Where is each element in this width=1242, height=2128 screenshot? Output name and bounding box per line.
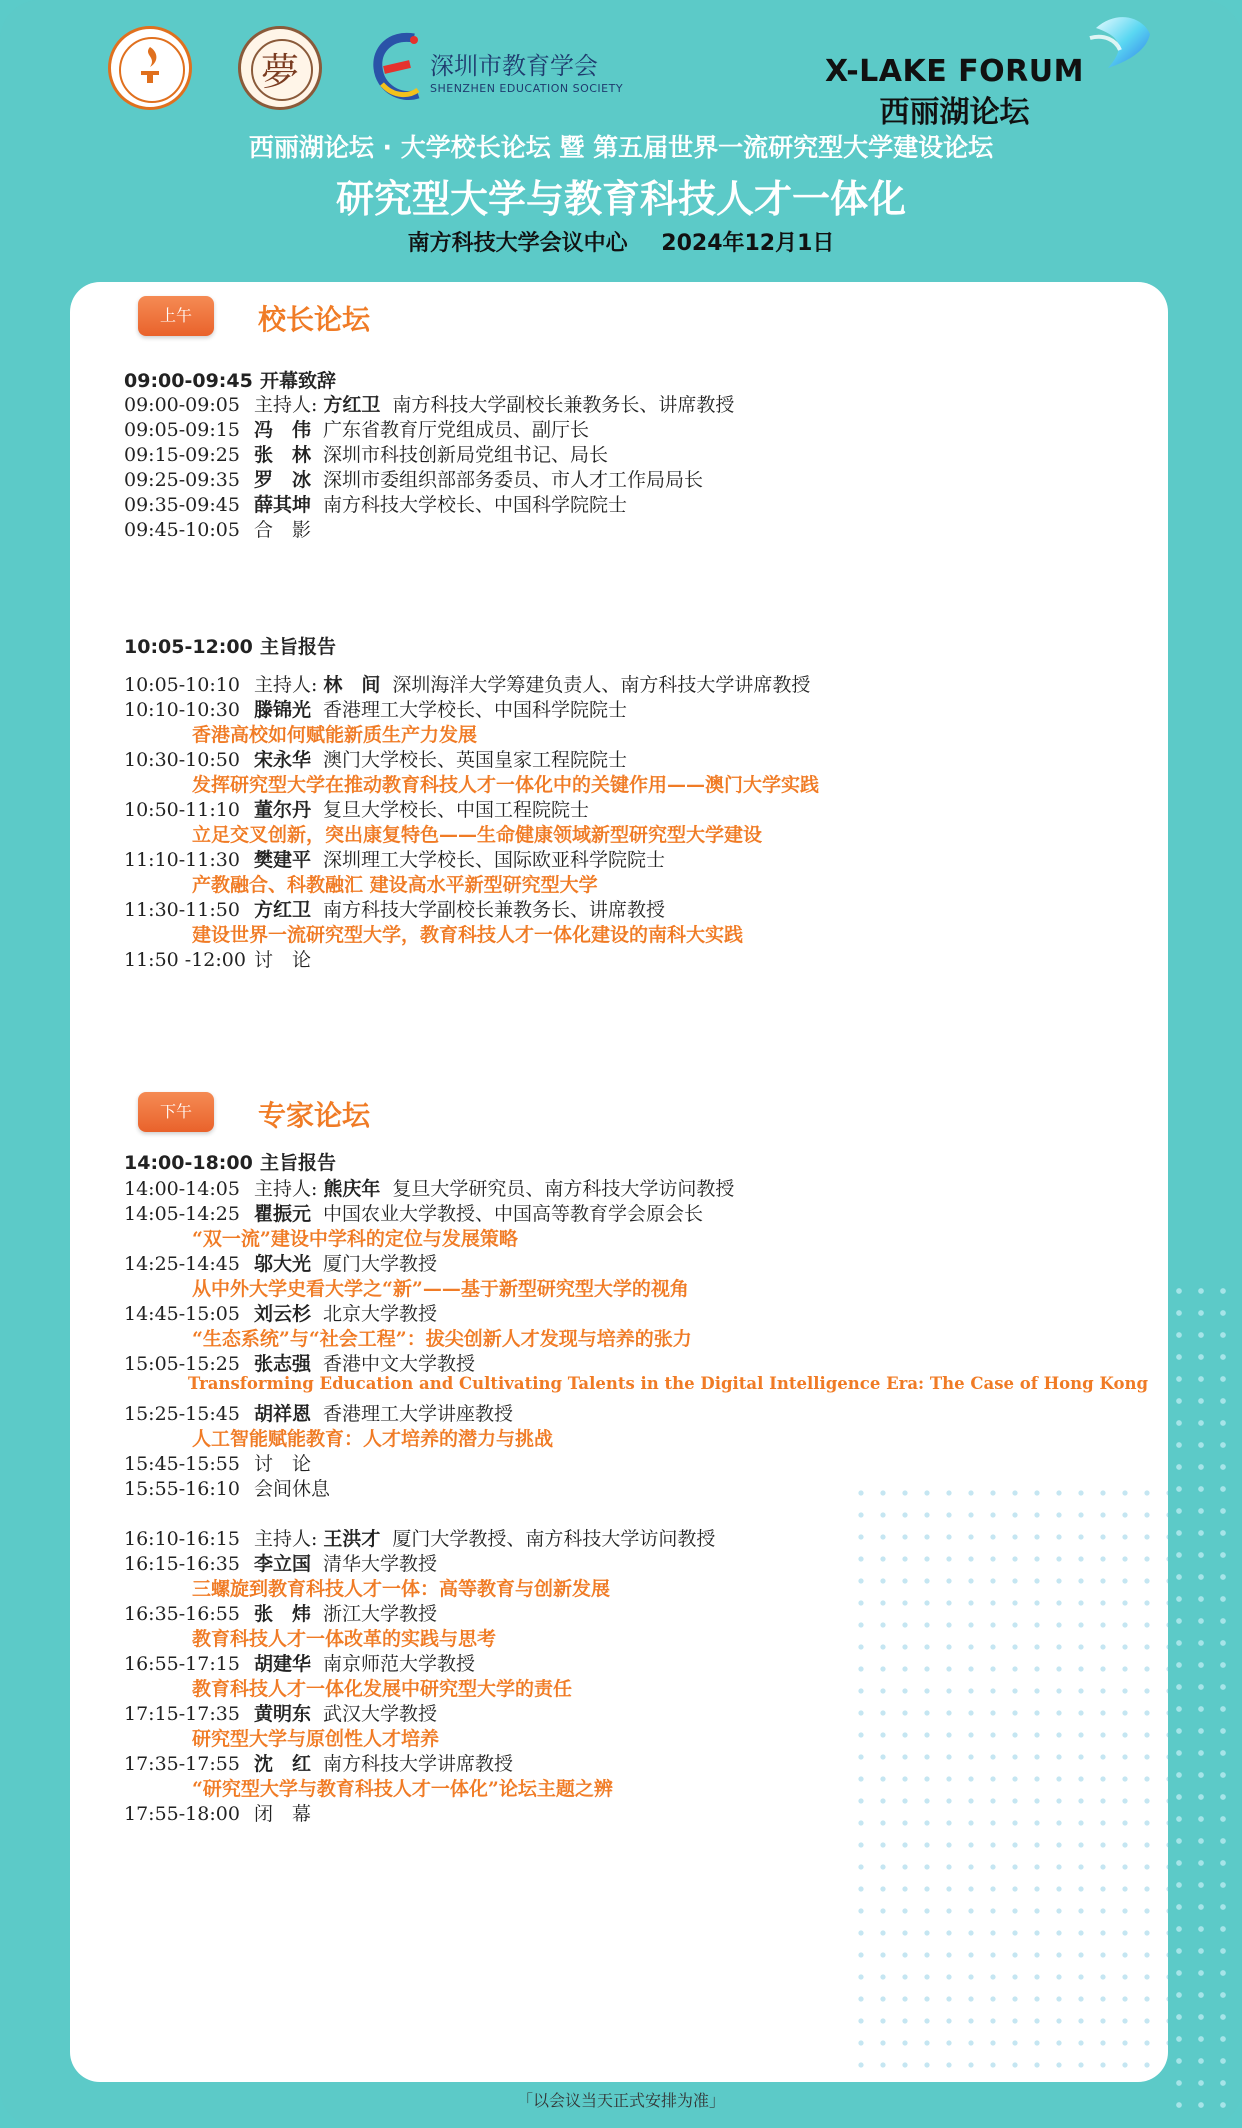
footer-note: 「以会议当天正式安排为准」 [516,2091,725,2110]
host-label: 主持人: [254,394,318,416]
agenda-item: 会间休息 [254,1478,331,1500]
morning-session-title: 校长论坛 [258,303,371,336]
agenda-block-header: 14:00-18:00 主旨报告 [124,1152,337,1174]
talk-topic: 从中外大学史看大学之“新”——基于新型研究型大学的视角 [192,1278,689,1300]
speaker-title: 深圳市科技创新局党组书记、局长 [323,444,609,466]
agenda-time: 16:10-16:15 [124,1528,240,1550]
talk-topic: 香港高校如何赋能新质生产力发展 [192,724,478,746]
agenda-item: 闭 幕 [254,1803,312,1825]
agenda-time: 09:00-09:05 [124,394,240,416]
university-seal-logo [238,26,322,110]
agenda-time: 09:35-09:45 [124,494,240,516]
speaker-name: 董尔丹 [254,799,312,821]
decorative-dots-right [1168,1280,1238,2120]
speaker-title: 复旦大学研究员、南方科技大学访问教授 [392,1178,735,1200]
speaker-name: 薛其坤 [254,494,312,516]
speaker-name: 冯 伟 [254,419,312,441]
speaker-title: 南方科技大学讲席教授 [323,1753,514,1775]
agenda-time: 15:55-16:10 [124,1478,240,1500]
speaker-title: 中国农业大学教授、中国高等教育学会原会长 [323,1203,704,1225]
speaker-title: 清华大学教授 [323,1553,438,1575]
talk-topic: 发挥研究型大学在推动教育科技人才一体化中的关键作用——澳门大学实践 [192,774,820,796]
speaker-name: 滕锦光 [254,699,312,721]
forum-name-en: X-LAKE FORUM [825,54,1084,89]
speaker-title: 厦门大学教授 [323,1253,438,1275]
agenda-time: 17:35-17:55 [124,1753,240,1775]
speaker-name: 张 炜 [254,1603,312,1625]
agenda-block-header: 10:05-12:00 主旨报告 [124,636,337,658]
speaker-name: 张志强 [254,1353,312,1375]
speaker-name: 罗 冰 [254,469,312,491]
speaker-title: 深圳海洋大学筹建负责人、南方科技大学讲席教授 [392,674,811,696]
agenda-time: 16:35-16:55 [124,1603,240,1625]
speaker-name: 方红卫 [323,394,381,416]
agenda-time: 15:25-15:45 [124,1403,240,1425]
agenda-time: 09:15-09:25 [124,444,240,466]
speaker-title: 香港理工大学校长、中国科学院院士 [323,699,628,721]
morning-badge: 上午 [138,296,214,336]
speaker-name: 方红卫 [254,899,312,921]
talk-topic: “研究型大学与教育科技人才一体化”论坛主题之辨 [192,1778,613,1800]
agenda-row [124,1799,311,1829]
agenda-time: 11:50 -12:00 [124,949,246,971]
speaker-title: 南方科技大学副校长兼教务长、讲席教授 [323,899,666,921]
torch-icon [133,45,167,85]
speaker-title: 香港理工大学讲座教授 [323,1403,514,1425]
agenda-time: 09:45-10:05 [124,519,240,541]
talk-topic: “生态系统”与“社会工程”：拔尖创新人才发现与培养的张力 [192,1328,692,1350]
host-label: 主持人: [254,1178,318,1200]
event-meta [0,226,1242,257]
agenda-time: 16:55-17:15 [124,1653,240,1675]
speaker-name: 宋永华 [254,749,312,771]
talk-topic: 教育科技人才一体化发展中研究型大学的责任 [192,1678,573,1700]
agenda-time: 17:55-18:00 [124,1803,240,1825]
agenda-time: 15:05-15:25 [124,1353,240,1375]
agenda-time: 14:00-14:05 [124,1178,240,1200]
agenda-row [124,945,311,975]
speaker-title: 深圳理工大学校长、国际欧亚科学院院士 [323,849,666,871]
agenda-time: 11:10-11:30 [124,849,240,871]
speaker-name: 林 间 [323,674,381,696]
speaker-name: 瞿振元 [254,1203,312,1225]
talk-topic: 人工智能赋能教育：人才培养的潜力与挑战 [192,1428,554,1450]
speaker-name: 黄明东 [254,1703,312,1725]
society-name-en: SHENZHEN EDUCATION SOCIETY [430,82,624,95]
society-name-zh: 深圳市教育学会 [430,52,598,80]
speaker-name: 胡祥恩 [254,1403,312,1425]
agenda-item: 讨 论 [254,1453,312,1475]
talk-topic: Transforming Education and Cultivating Talents in the Digital Intelligence Era: The Case of Hong Kong [188,1374,1148,1393]
decorative-dots [850,1482,1168,2082]
host-label: 主持人: [254,674,318,696]
agenda-panel [70,282,1168,2082]
agenda-time: 14:45-15:05 [124,1303,240,1325]
agenda-item: 讨 论 [254,949,312,971]
talk-topic: 研究型大学与原创性人才培养 [192,1728,440,1750]
speaker-name: 熊庆年 [323,1178,381,1200]
agenda-time: 17:15-17:35 [124,1703,240,1725]
event-subtitle: 西丽湖论坛 · 大学校长论坛 暨 第五届世界一流研究型大学建设论坛 [248,133,994,162]
agenda-time: 10:10-10:30 [124,699,240,721]
speaker-title: 北京大学教授 [323,1303,438,1325]
speaker-name: 王洪才 [323,1528,381,1550]
speaker-name: 樊建平 [254,849,312,871]
agenda-time: 14:25-14:45 [124,1253,240,1275]
talk-topic: 教育科技人才一体改革的实践与思考 [192,1628,497,1650]
speaker-title: 南方科技大学校长、中国科学院院士 [323,494,628,516]
speaker-title: 澳门大学校长、英国皇家工程院院士 [323,749,628,771]
speaker-title: 香港中文大学教授 [323,1353,476,1375]
agenda-time: 14:05-14:25 [124,1203,240,1225]
agenda-time: 10:30-10:50 [124,749,240,771]
speaker-name: 刘云杉 [254,1303,312,1325]
speaker-title: 复旦大学校长、中国工程院院士 [323,799,590,821]
agenda-time: 11:30-11:50 [124,899,240,921]
afternoon-badge: 下午 [138,1092,214,1132]
speaker-name: 李立国 [254,1553,312,1575]
agenda-time: 09:25-09:35 [124,469,240,491]
speaker-title: 浙江大学教授 [323,1603,438,1625]
agenda-time: 15:45-15:55 [124,1453,240,1475]
speaker-name: 张 林 [254,444,312,466]
event-date: 2024年12月1日 [661,231,835,256]
xlake-logo-icon [1086,8,1156,78]
speaker-title: 南方科技大学副校长兼教务长、讲席教授 [392,394,735,416]
talk-topic: 建设世界一流研究型大学，教育科技人才一体化建设的南科大实践 [192,924,744,946]
speaker-title: 厦门大学教授、南方科技大学访问教授 [392,1528,716,1550]
sustech-logo [108,26,192,110]
e-mark-icon [370,30,422,106]
speaker-name: 沈 红 [254,1753,312,1775]
agenda-time: 09:05-09:15 [124,419,240,441]
agenda-time: 16:15-16:35 [124,1553,240,1575]
event-venue: 南方科技大学会议中心 [407,231,628,256]
speaker-title: 深圳市委组织部部务委员、市人才工作局局长 [323,469,704,491]
shenzhen-education-society-logo [370,30,624,110]
event-title: 研究型大学与教育科技人才一体化 [335,177,906,221]
agenda-row [124,515,311,545]
afternoon-session-title: 专家论坛 [258,1099,371,1132]
talk-topic: “双一流”建设中学科的定位与发展策略 [192,1228,518,1250]
host-label: 主持人: [254,1528,318,1550]
talk-topic: 三螺旋到教育科技人才一体：高等教育与创新发展 [192,1578,611,1600]
speaker-title: 武汉大学教授 [323,1703,438,1725]
agenda-row [124,1474,330,1504]
xlake-forum-wordmark [825,54,1084,131]
speaker-name: 邬大光 [254,1253,312,1275]
forum-name-zh: 西丽湖论坛 [879,95,1030,130]
seal-glyph: 夢 [260,50,299,94]
talk-topic: 产教融合、科教融汇 建设高水平新型研究型大学 [192,874,598,896]
speaker-name: 胡建华 [254,1653,312,1675]
agenda-time: 10:05-10:10 [124,674,240,696]
agenda-block-header: 09:00-09:45 开幕致辞 [124,370,337,392]
talk-topic: 立足交叉创新，突出康复特色——生命健康领域新型研究型大学建设 [192,824,763,846]
speaker-title: 南京师范大学教授 [323,1653,476,1675]
speaker-title: 广东省教育厅党组成员、副厅长 [323,419,590,441]
agenda-time: 10:50-11:10 [124,799,240,821]
agenda-item: 合 影 [254,519,312,541]
